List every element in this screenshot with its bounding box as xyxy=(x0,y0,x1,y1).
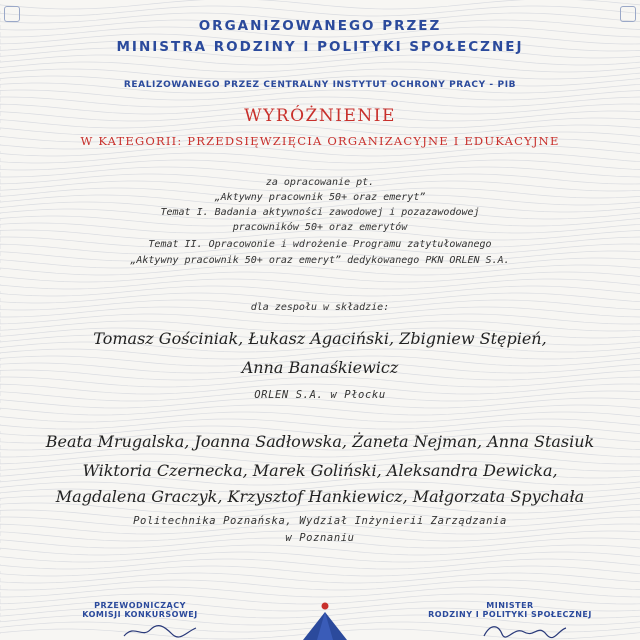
description-line: Temat I. Badania aktywności zawodowej i pozazawodowej xyxy=(160,207,480,218)
team-names-line: Magdalena Graczyk, Krzysztof Hankiewicz, Małgorzata Spychała xyxy=(55,487,585,506)
description-line: „Aktywny pracownik 50+ oraz emeryt” xyxy=(214,192,426,203)
signature-left xyxy=(120,622,200,640)
award-title: WYRÓŻNIENIE xyxy=(244,106,396,126)
header-organizer: ORGANIZOWANEGO PRZEZ xyxy=(198,18,442,34)
header-ministry: MINISTRA RODZINY I POLITYKI SPOŁECZNEJ xyxy=(116,39,524,55)
description-line: Temat II. Opracowonie i wdrożenie Programu zatytułowanego xyxy=(148,239,492,250)
header-realized-by: REALIZOWANEGO PRZEZ CENTRALNY INSTYTUT OCHRONY PRACY - PIB xyxy=(123,80,517,90)
award-emblem xyxy=(295,598,355,640)
description-line: za opracowanie pt. xyxy=(265,177,375,188)
affiliation-city: w Poznaniu xyxy=(285,532,355,544)
signature-title-line: RODZINY I POLITYKI SPOŁECZNEJ xyxy=(428,610,592,619)
signature-title-line: KOMISJI KONKURSOWEJ xyxy=(82,610,198,619)
description-line: „Aktywny pracownik 50+ oraz emeryt” dedykowanego PKN ORLEN S.A. xyxy=(130,255,510,266)
team-names-line: Wiktoria Czernecka, Marek Goliński, Aleksandra Dewicka, xyxy=(82,461,558,480)
signature-title-left xyxy=(60,601,220,619)
affiliation-politechnika: Politechnika Poznańska, Wydział Inżynierii Zarządzania xyxy=(133,515,507,527)
team-intro: dla zespołu w składzie: xyxy=(250,302,390,313)
award-category: W KATEGORII: PRZEDSIĘWZIĘCIA ORGANIZACYJNE I EDUKACYJNE xyxy=(80,134,560,148)
team-names-line: Beata Mrugalska, Joanna Sadłowska, Żaneta Nejman, Anna Stasiuk xyxy=(45,432,595,451)
description-line: pracowników 50+ oraz emerytów xyxy=(232,222,408,233)
signature-right xyxy=(480,620,570,640)
team-names-line: Anna Banaśkiewicz xyxy=(241,358,399,377)
signature-title-line: PRZEWODNICZĄCY xyxy=(94,601,186,610)
affiliation-orlen: ORLEN S.A. w Płocku xyxy=(254,389,386,401)
signature-title-line: MINISTER xyxy=(486,601,534,610)
team-names-line: Tomasz Gościniak, Łukasz Agaciński, Zbigniew Stępień, xyxy=(93,329,547,348)
signature-title-right xyxy=(420,601,600,619)
